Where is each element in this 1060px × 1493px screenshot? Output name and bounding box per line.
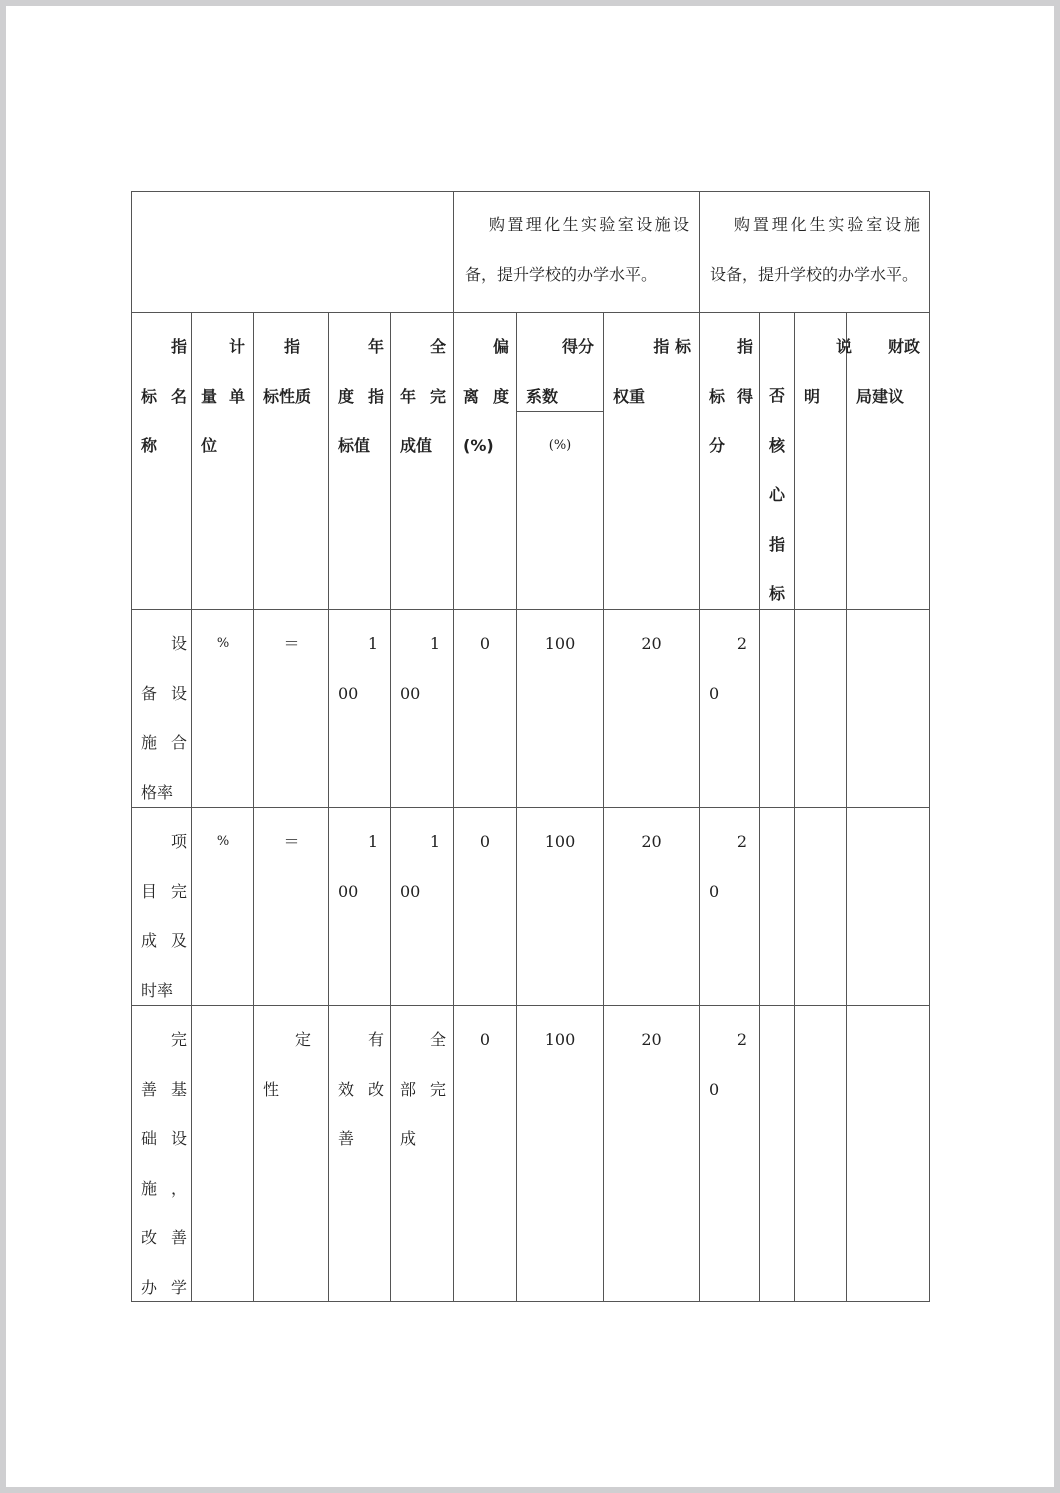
row3-indicator-name: 完 善基 础设 施， 改善 办学: [141, 1030, 187, 1297]
goal-text-line: 设备，提升学校的办学水平。: [710, 264, 919, 284]
header-weight: 指 标 权重: [613, 337, 691, 406]
row1-indicator-name: 设 备设 施合 格率: [141, 634, 187, 802]
row1-deviation: 0: [479, 634, 491, 653]
row3-target: 有 效改 善: [338, 1030, 384, 1148]
row3-actual: 全 部完 成: [400, 1030, 446, 1148]
row2-unit: %: [216, 834, 230, 849]
row2-indicator-name: 项 目完 成及 时率: [141, 832, 187, 1000]
row2-target: 1 00: [338, 832, 378, 901]
row1-target: 1 00: [338, 634, 378, 703]
row1-score: 2 0: [709, 634, 747, 703]
row3-weight: 20: [641, 1030, 662, 1049]
row2-coefficient: 100: [544, 832, 576, 851]
row3-deviation: 0: [479, 1030, 491, 1049]
goal-text-line: 备，提升学校的办学水平。: [465, 264, 658, 284]
header-deviation: 偏 离度 (%): [463, 337, 509, 455]
row3-nature: 定 性: [263, 1030, 311, 1099]
row2-weight: 20: [641, 832, 662, 851]
row3-coefficient: 100: [544, 1030, 576, 1049]
header-actual-value: 全 年完 成值: [400, 337, 446, 455]
row1-weight: 20: [641, 634, 662, 653]
goal-cell-right: [710, 200, 920, 299]
header-unit: 计 量单 位: [201, 337, 245, 455]
row2-actual: 1 00: [400, 832, 440, 901]
header-core-indicator: 否 核 心 指 标: [768, 386, 785, 603]
header-nature: 指 标性质: [263, 337, 312, 406]
header-explain: 说 明: [804, 337, 852, 406]
header-annual-target: 年 度指 标值: [338, 337, 384, 455]
row1-nature: ＝: [283, 634, 300, 653]
row3-score: 2 0: [709, 1030, 747, 1099]
row1-unit: %: [216, 636, 230, 651]
header-finance-advice: 财政 局建议: [856, 337, 920, 406]
header-indicator-name: 指 标名 称: [141, 337, 187, 455]
row2-score: 2 0: [709, 832, 747, 901]
header-indicator-score: 指 标得 分: [709, 337, 753, 455]
goal-cell-left: [465, 200, 689, 299]
row2-deviation: 0: [479, 832, 491, 851]
header-score-coefficient: 得分 系数: [526, 337, 594, 406]
performance-indicator-table: [131, 191, 930, 1302]
row1-actual: 1 00: [400, 634, 440, 703]
goal-text-line: 购置理化生实验室设施设: [489, 215, 689, 234]
goal-text-line: 购置理化生实验室设施: [734, 215, 920, 234]
row1-coefficient: 100: [544, 634, 576, 653]
header-score-coefficient-unit: (%): [548, 438, 572, 453]
row2-nature: ＝: [283, 832, 300, 851]
